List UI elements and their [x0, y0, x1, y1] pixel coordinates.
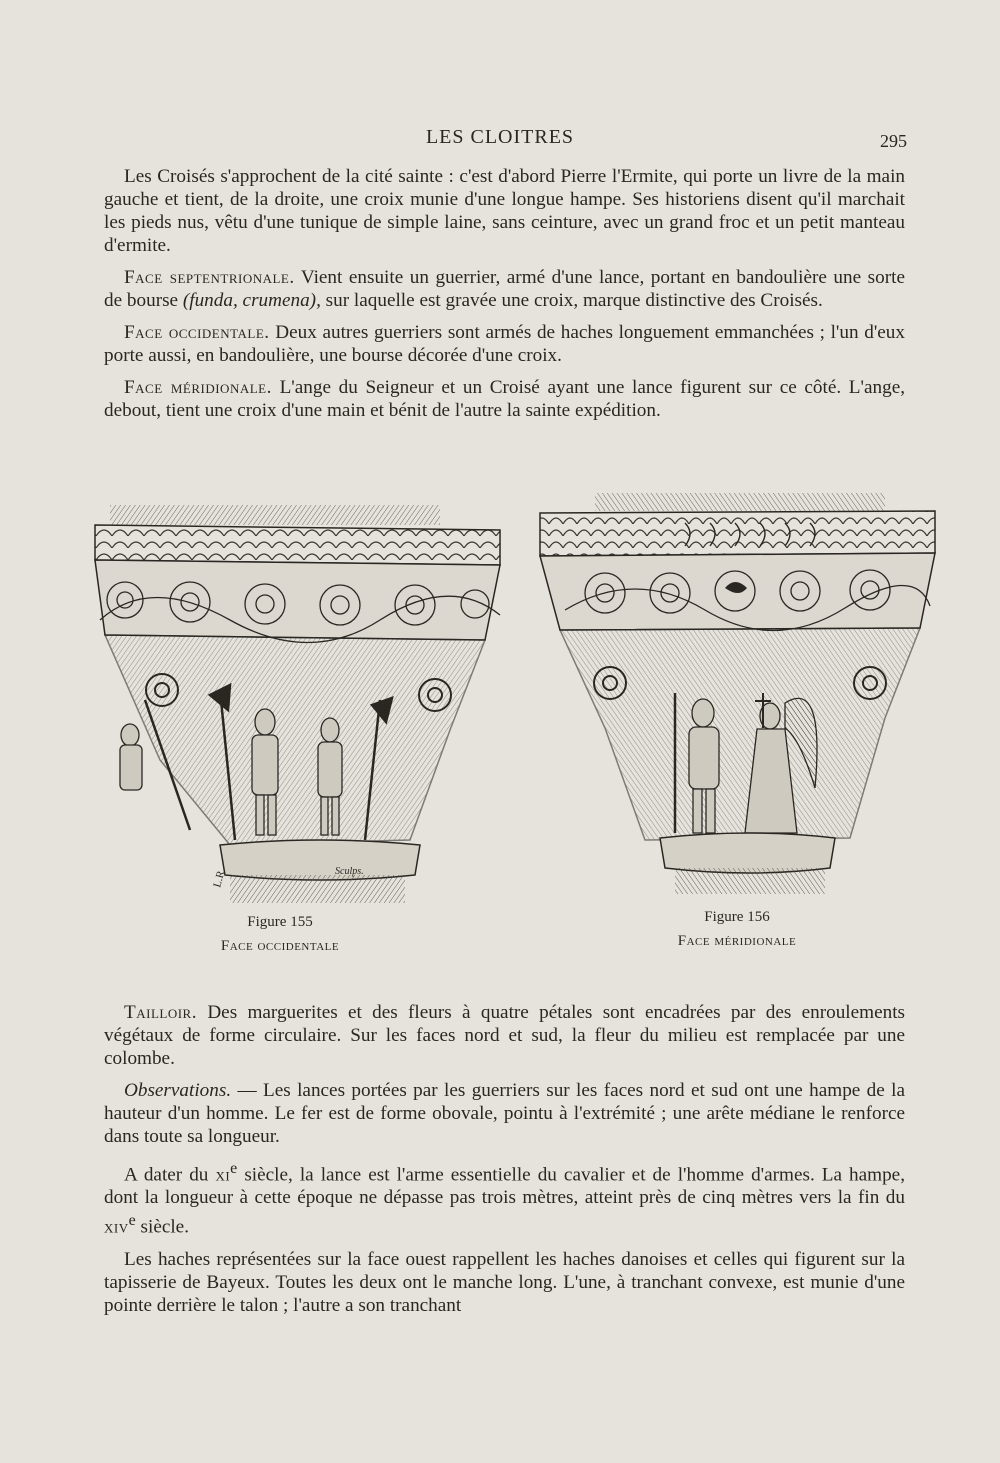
paragraph-text: — Les lances portées par les guerriers sur les faces nord et sud ont une hampe de la hauteur d'un homme. Le fer est de forme obovale, pointu à l'extrémité ; une arête médiane le renforce dans toute sa longueur. [104, 1080, 905, 1147]
paragraph-text: Vient ensuite un guerrier, armé d'une lance, portant en bandoulière une sorte de bourse [104, 267, 905, 311]
capital-engraving-south-face [535, 488, 945, 898]
page-number: 295 [880, 131, 907, 151]
paragraph-text: Deux autres guerriers sont armés de haches longuement emmanchées ; l'un d'eux porte aussi, en bandoulière, une bourse décorée d'une croix. [104, 322, 905, 366]
paragraph-text: A dater du [124, 1164, 216, 1186]
top-text-block [104, 165, 905, 431]
paragraph-text: sur laquelle est gravée une croix, marque distinctive des Croisés. [320, 290, 823, 311]
paragraph-face-occidentale [104, 321, 905, 367]
figure-number: Figure 156 [704, 909, 770, 925]
bottom-text-block [104, 1001, 905, 1317]
running-title: LES CLOITRES [425, 126, 575, 148]
figure-title: Face méridionale [677, 933, 797, 949]
paragraph-text: siècle, la lance est l'arme essentielle du cavalier et de l'homme d'armes. La hampe, dont la longueur à cette époque ne dépasse pas trois mètres, atteint près de cinq mètres vers la fin du [104, 1164, 905, 1209]
paragraph-haches [104, 1248, 905, 1317]
superscript: e [128, 1212, 136, 1230]
section-label: Observations. [124, 1080, 232, 1101]
paragraph-text: Les haches représentées sur la face ouest rappellent les haches danoises et celles qui figurent sur la tapisserie de Bayeux. Toutes les deux ont le manche long. L'une, à tranchant convexe, est munie d'une pointe derrière le talon ; l'autre a son tranchant [104, 1248, 905, 1316]
italic-latin-terms: (funda, crumena), [182, 290, 321, 311]
century-numeral: xiv [104, 1216, 129, 1238]
paragraph-observations [104, 1079, 905, 1148]
paragraph-text: L'ange du Seigneur et un Croisé ayant une lance figurent sur ce côté. L'ange, debout, tient une croix d'une main et bénit de l'autre la sainte expédition. [104, 377, 906, 421]
paragraph-text: siècle. [135, 1216, 189, 1238]
figure-156-illustration [535, 488, 945, 898]
engraver-signature-left: L.R. [211, 866, 228, 889]
section-label: Face occidentale. [124, 322, 270, 343]
paragraph-face-meridionale [104, 376, 905, 422]
capital-engraving-west-face [80, 500, 510, 905]
section-label: Face septentrionale. [124, 267, 295, 288]
figure-156-caption [657, 905, 817, 953]
figure-number: Figure 155 [247, 914, 313, 930]
superscript: e [230, 1160, 238, 1177]
figure-155-illustration [80, 500, 510, 905]
paragraph-text: Les Croisés s'approchent de la cité sainte : c'est d'abord Pierre l'Ermite, qui porte un livre de la main gauche et tient, de la droite, une croix munie d'une longue hampe. Ses historiens disent qu'il marchait les pieds nus, vêtu d'une tunique de simple laine, sans ceinture, avec un grand froc et un petit manteau d'ermite. [104, 166, 905, 256]
paragraph-face-septentrionale [104, 266, 905, 312]
paragraph-text: Des marguerites et des fleurs à quatre pétales sont encadrées par des enroulements végétaux de forme circulaire. Sur les faces nord et sud, la fleur du milieu est remplacée par une colombe. [104, 1002, 905, 1069]
paragraph-tailloir [104, 1001, 905, 1070]
section-label: Tailloir. [124, 1002, 198, 1023]
section-label: Face méridionale. [124, 377, 272, 398]
paragraph-lance [104, 1157, 905, 1239]
figure-title: Face occidentale [220, 938, 340, 954]
paragraph-pierre-ermite [104, 165, 905, 257]
figure-155-caption [200, 910, 360, 958]
century-numeral: xi [215, 1164, 231, 1186]
engraver-signature-right: Sculps. [335, 866, 364, 877]
